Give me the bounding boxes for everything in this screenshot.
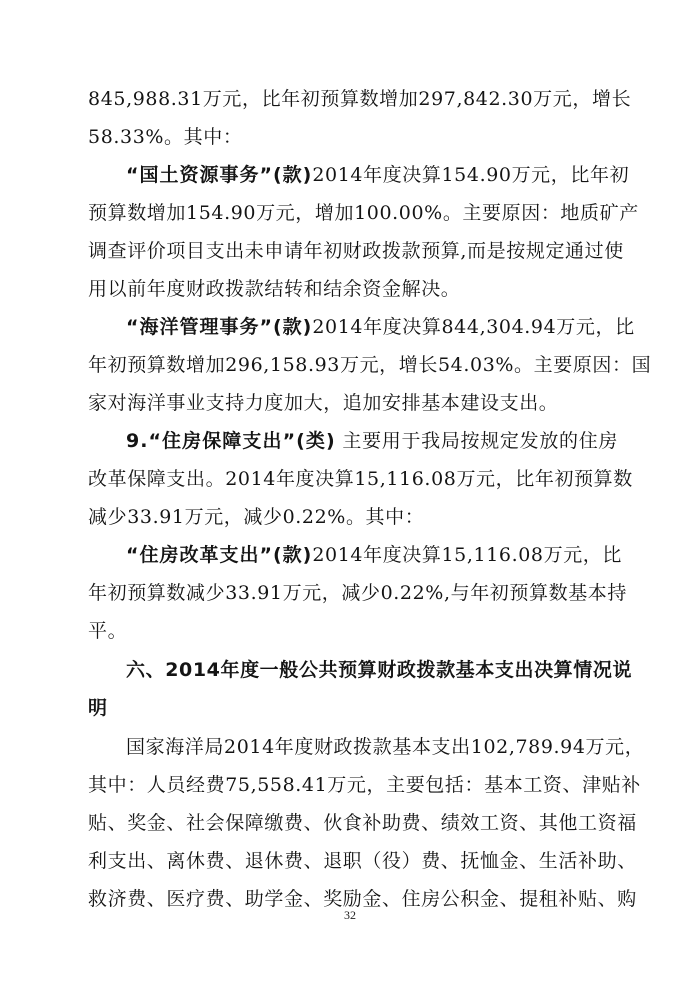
body-line: 58.33%。其中：	[88, 126, 243, 148]
body-line: 平。	[88, 620, 128, 642]
body-line: 其中：人员经费75,558.41万元，主要包括：基本工资、津贴补	[88, 774, 641, 796]
body-line: 预算数增加154.90万元，增加100.00%。主要原因：地质矿产	[88, 202, 639, 224]
section-title: 9.“住房保障支出”(类)	[126, 430, 336, 452]
body-text: 2014年度决算15,116.08万元，比	[312, 544, 622, 566]
body-line: 家对海洋事业支持力度加大，追加安排基本建设支出。	[88, 392, 559, 414]
section-heading: 六、2014年度一般公共预算财政拨款基本支出决算情况说	[126, 659, 633, 681]
subsection-title: “国土资源事务”(款)	[126, 164, 313, 186]
body-line: 年初预算数减少33.91万元，减少0.22%,与年初预算数基本持	[88, 582, 627, 604]
body-line: 救济费、医疗费、助学金、奖励金、住房公积金、提租补贴、购	[88, 888, 637, 910]
body-line: 利支出、离休费、退休费、退职（役）费、抚恤金、生活补助、	[88, 850, 637, 872]
body-line: 改革保障支出。2014年度决算15,116.08万元，比年初预算数	[88, 468, 633, 490]
section-line	[126, 430, 618, 452]
body-line: 贴、奖金、社会保障缴费、伙食补助费、绩效工资、其他工资福	[88, 812, 637, 834]
subsection-line	[126, 544, 622, 566]
body-line: 845,988.31万元，比年初预算数增加297,842.30万元，增长	[88, 88, 632, 110]
subsection-title: “海洋管理事务”(款)	[126, 316, 313, 338]
body-line: 国家海洋局2014年度财政拨款基本支出102,789.94万元，	[126, 736, 645, 758]
body-text: 2014年度决算844,304.94万元，比	[312, 316, 635, 338]
page-number: 32	[344, 908, 356, 922]
subsection-title: “住房改革支出”(款)	[126, 544, 313, 566]
body-text: 2014年度决算154.90万元，比年初	[312, 164, 630, 186]
body-line: 调查评价项目支出未申请年初财政拨款预算,而是按规定通过使	[88, 240, 624, 262]
body-line: 年初预算数增加296,158.93万元，增长54.03%。主要原因：国	[88, 354, 652, 376]
body-text: 主要用于我局按规定发放的住房	[335, 430, 619, 452]
section-heading-cont: 明	[88, 697, 108, 719]
body-line: 减少33.91万元，减少0.22%。其中：	[88, 506, 425, 528]
subsection-line	[126, 164, 630, 186]
subsection-line	[126, 316, 635, 338]
body-line: 用以前年度财政拨款结转和结余资金解决。	[88, 278, 461, 300]
